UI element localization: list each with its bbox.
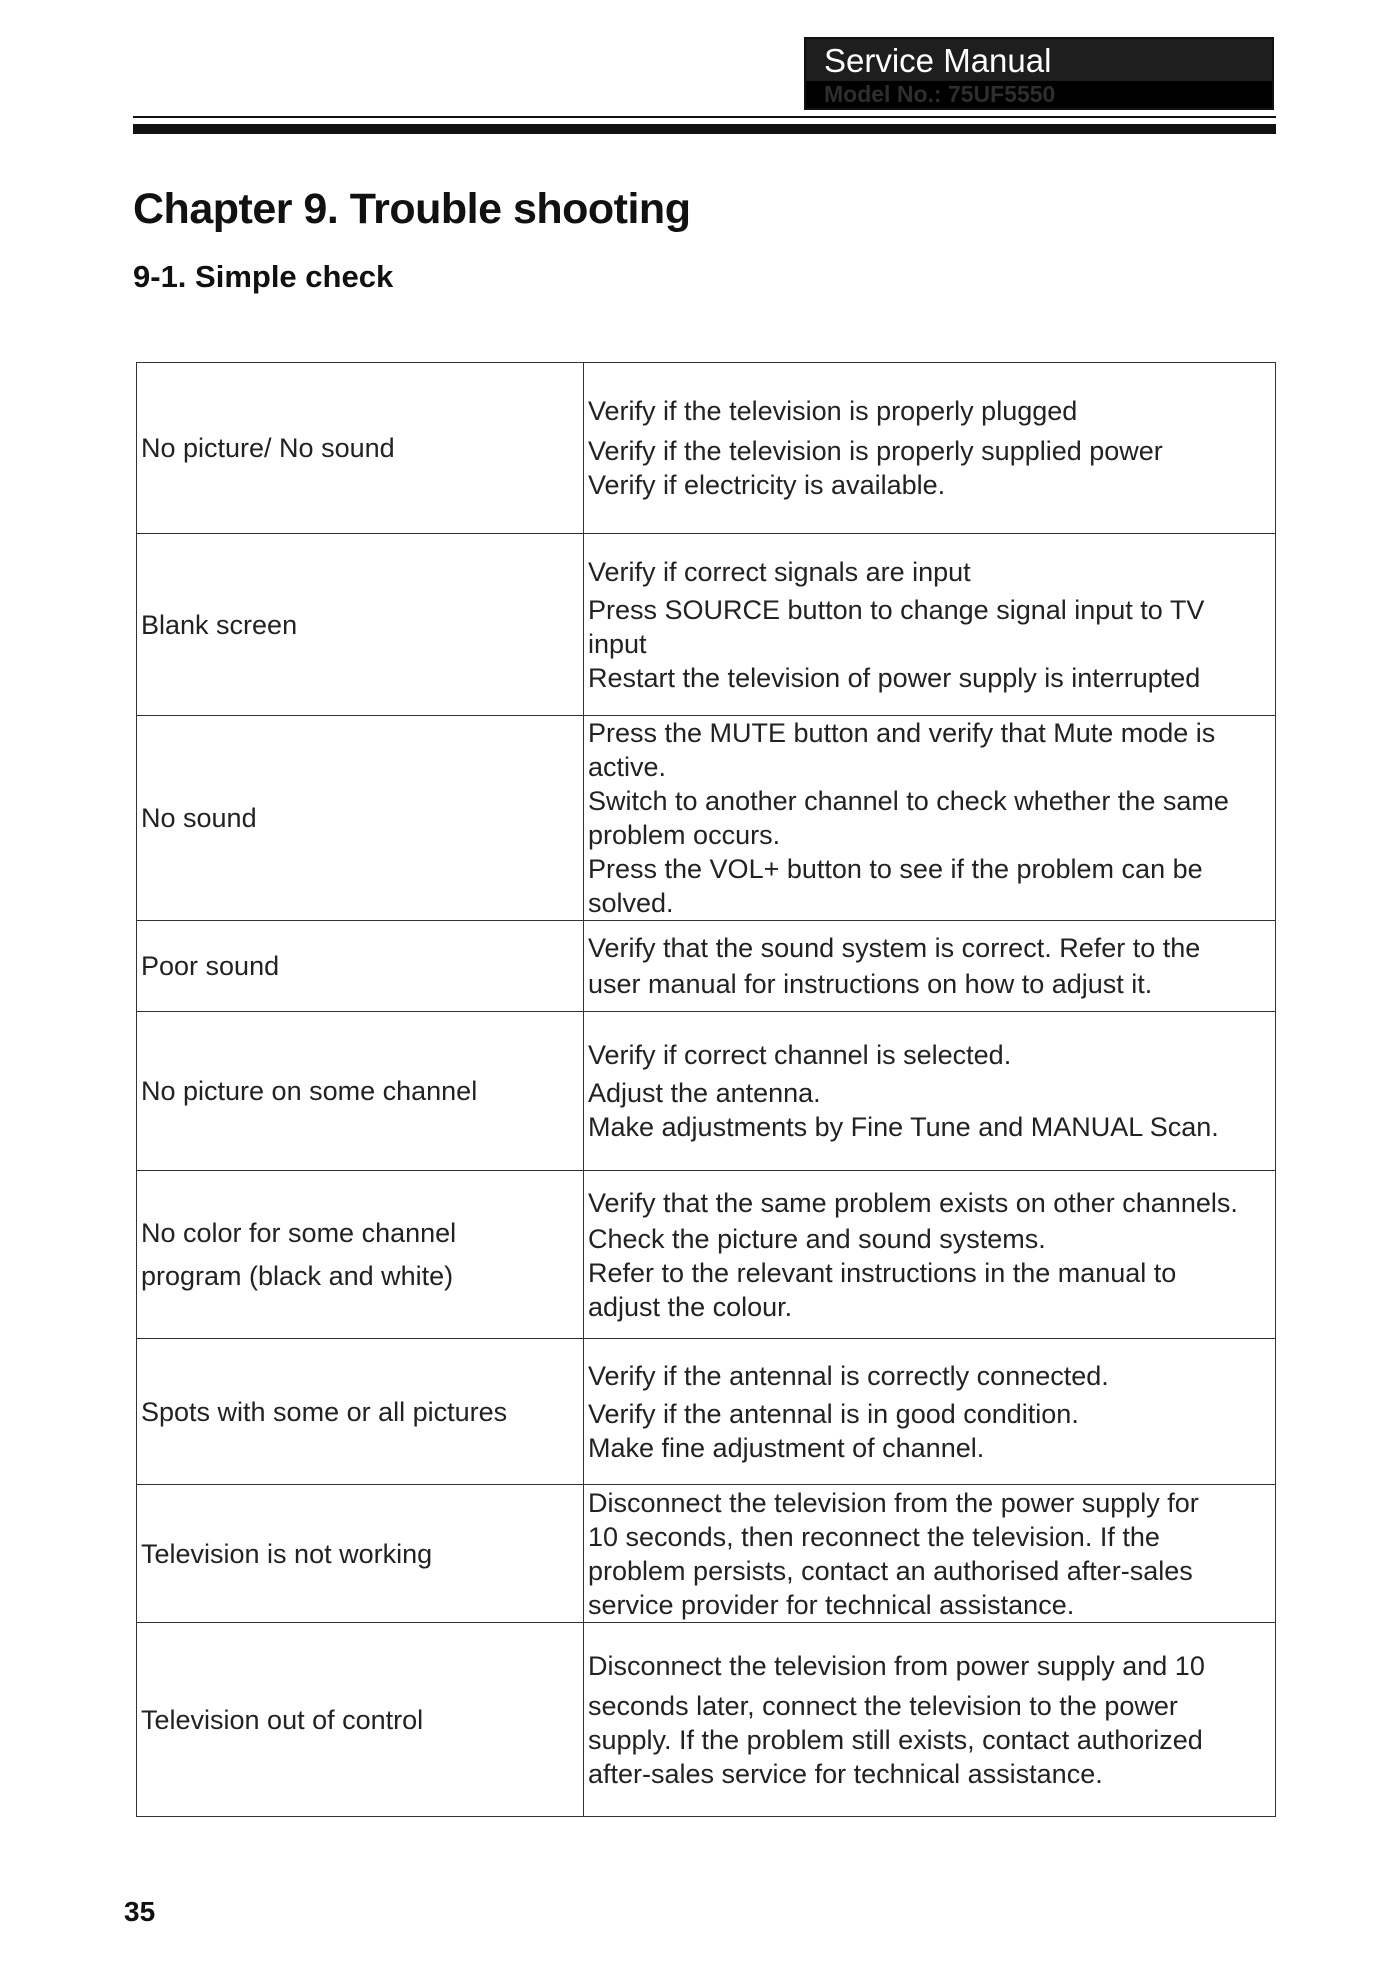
check-text: after-sales service for technical assistance. [588,1758,1103,1789]
symptom-text: Television out of control [141,1704,424,1735]
check-text: problem persists, contact an authorised after-sales [588,1555,1193,1586]
symptom-cell [137,921,584,1012]
symptom-cell [137,1623,584,1817]
check-text: user manual for instructions on how to adjust it. [588,969,1153,999]
symptom-cell [137,716,584,921]
table-row [137,534,1276,716]
check-cell [584,1339,1276,1485]
symptom-cell [137,1012,584,1171]
check-text: solved. [588,888,674,918]
symptom-text: Television is not working [141,1538,433,1569]
symptom-cell [137,363,584,534]
check-text: problem occurs. [588,820,781,850]
table-row [137,1012,1276,1171]
check-cell [584,1623,1276,1817]
symptom-text: program (black and white) [141,1261,454,1291]
symptom-text: No picture on some channel [141,1076,478,1106]
table-row [137,1623,1276,1817]
table-row [137,1485,1276,1623]
check-cell [584,1012,1276,1171]
check-text: Press the VOL+ button to see if the problem can be [588,854,1203,884]
check-text: input [588,628,647,659]
check-text: Press SOURCE button to change signal input to TV [588,594,1205,625]
trouble-shooting-table [136,362,1276,1817]
check-text: Verify if correct signals are input [588,556,971,587]
check-text: supply. If the problem still exists, contact authorized [588,1724,1203,1755]
check-text: Make adjustments by Fine Tune and MANUAL Scan. [588,1112,1219,1142]
table-row [137,716,1276,921]
check-text: Disconnect the television from the power supply for [588,1487,1199,1518]
check-text: Refer to the relevant instructions in the manual to [588,1257,1177,1288]
symptom-text: No picture/ No sound [141,433,395,463]
check-cell [584,1171,1276,1339]
check-text: Verify that the sound system is correct. Refer to the [588,933,1201,963]
check-text: 10 seconds, then reconnect the television. If the [588,1521,1160,1552]
symptom-cell [137,1485,584,1623]
check-text: Verify if electricity is available. [588,470,946,500]
check-text: adjust the colour. [588,1291,793,1322]
symptom-text: Poor sound [141,951,280,981]
check-cell [584,716,1276,921]
check-text: Verify that the same problem exists on other channels. [588,1187,1238,1218]
check-text: Press the MUTE button and verify that Mute mode is [588,718,1216,748]
check-text: seconds later, connect the television to the power [588,1690,1178,1721]
table-row [137,1171,1276,1339]
header-rule-thick [133,124,1276,134]
symptom-cell [137,1171,584,1339]
symptom-cell [137,1339,584,1485]
check-text: Restart the television of power supply is interrupted [588,662,1201,693]
check-cell [584,921,1276,1012]
check-text: Verify if the antennal is in good condition. [588,1398,1079,1429]
check-cell [584,1485,1276,1623]
chapter-title: Chapter 9. Trouble shooting [133,185,691,233]
check-text: Verify if the antennal is correctly connected. [588,1360,1109,1391]
check-cell [584,534,1276,716]
check-text: active. [588,752,667,782]
table-row [137,921,1276,1012]
header-title: Service Manual [824,42,1052,79]
header-rule-thin [133,116,1276,118]
check-cell [584,363,1276,534]
page-number: 35 [124,1896,156,1927]
header-box [804,37,1274,110]
symptom-text: No sound [141,803,257,833]
table-row [137,363,1276,534]
check-text: Check the picture and sound systems. [588,1223,1046,1254]
symptom-text: Spots with some or all pictures [141,1396,508,1427]
header-model-number: Model No.: 75UF5550 [806,81,1272,108]
symptom-text: No color for some channel [141,1218,457,1248]
check-text: Disconnect the television from power supply and 10 [588,1650,1205,1681]
check-text: Verify if correct channel is selected. [588,1040,1012,1070]
section-title: 9-1. Simple check [133,259,394,294]
symptom-text: Blank screen [141,609,298,640]
check-text: Switch to another channel to check whether the same [588,786,1229,816]
check-text: Make fine adjustment of channel. [588,1432,985,1463]
table-row [137,1339,1276,1485]
check-text: Adjust the antenna. [588,1078,821,1108]
check-text: service provider for technical assistance. [588,1589,1075,1620]
symptom-cell [137,534,584,716]
check-text: Verify if the television is properly supplied power [588,436,1163,466]
check-text: Verify if the television is properly plugged [588,396,1078,426]
